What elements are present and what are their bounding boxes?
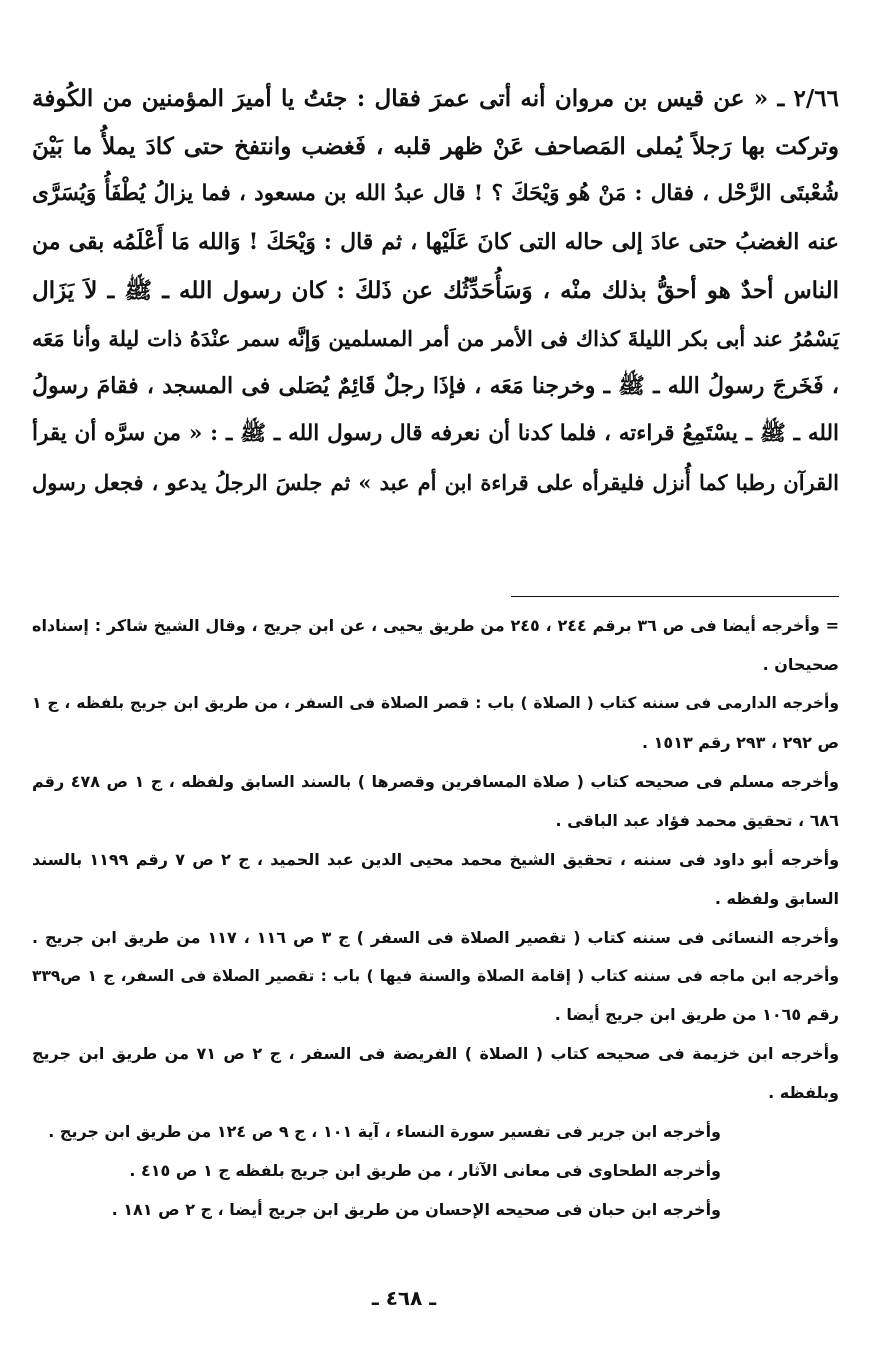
footnote-separator [511,596,839,597]
footnote-line: وأخرجه الدارمى فى سننه كتاب ( الصلاة ) باب : قصر الصلاة فى السفر ، من طريق ابن جريج بلفظه ، ج ١ [32,694,839,713]
footnote-line: وأخرجه ابن حبان فى صحيحه الإحسان من طريق ابن جريج أيضا ، ج ٢ ص ١٨١ . [111,1199,721,1219]
main-text-line: الله ـ ﷺ ـ يسْتَمِعُ قراءته ، فلما كدنا أن نعرفه قال رسول الله ـ ﷺ ـ : « من سرَّه أن يقرأ [32,421,839,447]
footnote-line: وأخرجه ابن ماجه فى سننه كتاب ( إقامة الصلاة والسنة فيها ) باب : تقصير الصلاة فى السفر، ج ١ ص٣٣٩ [32,966,840,985]
footnote-line: السابق ولفظه . [714,888,839,908]
main-text-block [32,74,839,506]
footnote-line: رقم ١٠٦٥ من طريق ابن جريج أيضا . [554,1005,839,1025]
footnote-line: وبلفظه . [768,1083,839,1103]
footnote-line: وأخرجه النسائى فى سننه كتاب ( تقصير الصلاة فى السفر ) ج ٣ ص ١١٦ ، ١١٧ من طريق ابن جريج . [32,927,839,947]
footnote-line: وأخرجه ابن خزيمة فى صحيحه كتاب ( الصلاة ) الفريضة فى السفر ، ج ٢ ص ٧١ من طريق ابن جريج [32,1044,840,1064]
footnote-line: صحيحان . [762,655,839,675]
footnote-line: ٦٨٦ ، تحقيق محمد فؤاد عبد الباقى . [555,810,839,830]
footnote-line: = وأخرجه أيضا فى ص ٣٦ برقم ٢٤٤ ، ٢٤٥ من طريق يحيى ، عن ابن جريج ، وقال الشيخ شاكر : إسناداه [32,616,840,636]
main-text-line: ، فَخَرجَ رسولُ الله ـ ﷺ ـ وخرجنا مَعَه ، فإذَا رجلٌ قَائِمٌ يُصَلى فى المسجد ، فقامَ رسولُ [32,373,839,399]
footnote-line: ص ٢٩٢ ، ٢٩٣ رقم ١٥١٣ . [642,733,839,753]
main-text-line: عنه الغضبُ حتى عادَ إلى حاله التى كانَ عَلَيْها ، ثم قال : وَيْحَكَ ! وَالله مَا أَعْلَمُه بقى من [32,229,839,255]
main-text-line: الناس أحدٌ هو أحقُّ بذلك منْه ، وَسَأُحَدِّثُك عن ذَلكَ : كان رسول الله ـ ﷺ ـ لاَ يَزَال [32,276,839,304]
main-text-line: شُعْبتَى الرَّحْل ، فقال : مَنْ هُو وَيْحَكَ ؟ ! قال عبدُ الله بن مسعود ، فما يزالُ يُطْفَأُ وَيُسَرَّى [32,181,839,207]
page-number: ـ ٤٦٨ ـ [371,1286,437,1310]
main-text-line: وتركت بها رَجلاً يُملى المَصاحف عَنْ ظهر قلبه ، فَغضب وانتفخ حتى كادَ يملأُ ما بَيْنَ [32,132,839,160]
main-text-line: يَسْمُرُ عند أبى بكر الليلةَ كذاك فى الأمر من أمر المسلمين وَإنَّه سمر عنْدَهُ ذات ليلة وأنا مَعَه [32,325,839,351]
footnote-line: وأخرجه أبو داود فى سننه ، تحقيق الشيخ محمد محيى الدين عبد الحميد ، ج ٢ ص ٧ رقم ١١٩٩ بالسند [32,849,840,869]
footnote-line: وأخرجه الطحاوى فى معانى الآثار ، من طريق ابن جريج بلفظه ج ١ ص ٤١٥ . [129,1160,721,1180]
main-text-line: القرآن رطبا كما أُنزل فليقرأه على قراءة ابن أم عبد » ثم جلسَ الرجلُ يدعو ، فجعل رسول [32,469,839,495]
footnote-line: وأخرجه مسلم فى صحيحه كتاب ( صلاة المسافرين وقصرها ) بالسند السابق ولفظه ، ج ١ ص ٤٧٨ رقم [32,772,839,791]
footnote-line: وأخرجه ابن جرير فى تفسير سورة النساء ، آية ١٠١ ، ج ٩ ص ١٢٤ من طريق ابن جريج . [48,1122,721,1142]
main-text-line: ٢/٦٦ ـ « عن قيس بن مروان أنه أتى عمرَ فقال : جئتُ يا أميرَ المؤمنين من الكُوفة [32,84,839,112]
footnotes-block [32,607,839,1229]
